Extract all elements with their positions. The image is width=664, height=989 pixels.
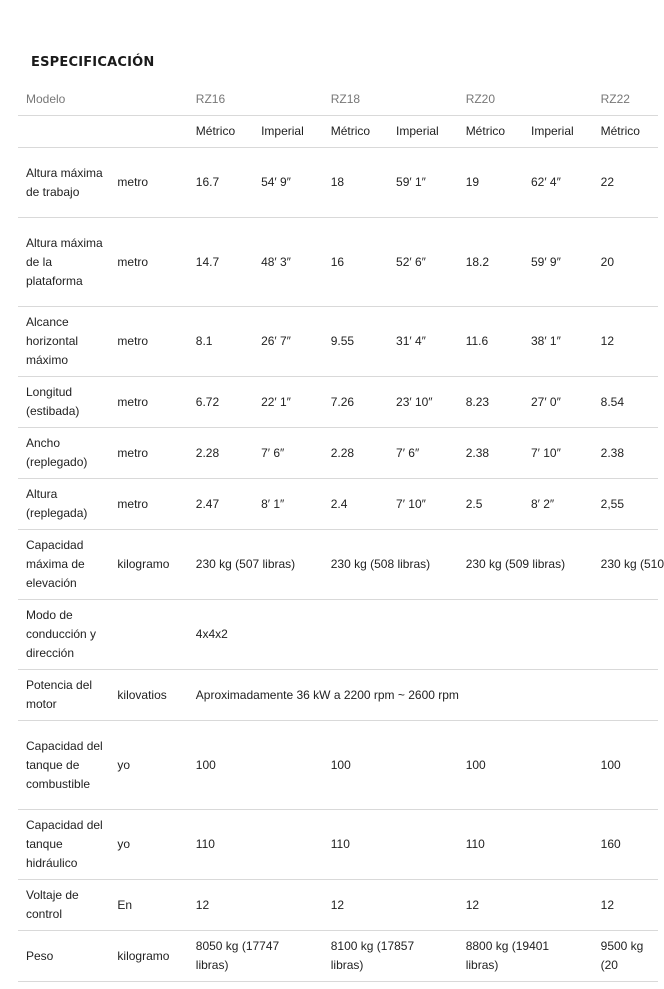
cell-value: 110 bbox=[323, 810, 458, 880]
cell-value: 7′ 10″ bbox=[523, 428, 593, 479]
page-title: ESPECIFICACIÓN bbox=[31, 55, 155, 70]
cell-value: 52′ 6″ bbox=[388, 218, 458, 307]
row-unit: metro bbox=[109, 428, 187, 479]
table-row bbox=[18, 428, 658, 479]
unit-header bbox=[109, 84, 187, 116]
row-unit: kilogramo bbox=[109, 931, 187, 982]
imperial-header: Imperial bbox=[253, 116, 323, 148]
cell-value: 7′ 6″ bbox=[253, 428, 323, 479]
cell-value: 18.2 bbox=[458, 218, 523, 307]
row-unit: kilogramo bbox=[109, 530, 187, 600]
row-label: Altura (replegada) bbox=[18, 479, 109, 530]
cell-value: 7′ 10″ bbox=[388, 479, 458, 530]
cell-value: 7.26 bbox=[323, 377, 388, 428]
table-row bbox=[18, 600, 658, 670]
row-label: Modo de conducción y dirección bbox=[18, 600, 109, 670]
cell-value: 8.23 bbox=[458, 377, 523, 428]
cell-value: 160 bbox=[593, 810, 658, 880]
cell-value: 16.7 bbox=[188, 148, 253, 218]
cell-value: 8′ 1″ bbox=[253, 479, 323, 530]
cell-value: 8.54 bbox=[593, 377, 658, 428]
cell-value: 7′ 6″ bbox=[388, 428, 458, 479]
row-unit: metro bbox=[109, 377, 187, 428]
cell-value: 8′ 2″ bbox=[523, 479, 593, 530]
table-row bbox=[18, 307, 658, 377]
cell-value: 8800 kg (19401 libras) bbox=[458, 931, 593, 982]
cell-value: 12 bbox=[593, 307, 658, 377]
cell-value: 59′ 1″ bbox=[388, 148, 458, 218]
cell-value: 62′ 4″ bbox=[523, 148, 593, 218]
cell-value: 6.72 bbox=[188, 377, 253, 428]
cell-value: 38′ 1″ bbox=[523, 307, 593, 377]
table-row bbox=[18, 148, 658, 218]
cell-value: 9.55 bbox=[323, 307, 388, 377]
cell-value: 8.1 bbox=[188, 307, 253, 377]
cell-value: 2,55 bbox=[593, 479, 658, 530]
cell-value: 2.28 bbox=[323, 428, 388, 479]
spec-table-container[interactable] bbox=[18, 84, 664, 982]
cell-value: 100 bbox=[458, 721, 593, 810]
row-unit: metro bbox=[109, 148, 187, 218]
row-unit: metro bbox=[109, 479, 187, 530]
cell-value: 19 bbox=[458, 148, 523, 218]
metric-header: Métrico bbox=[323, 116, 388, 148]
model-rz18: RZ18 bbox=[323, 84, 458, 116]
cell-value: 54′ 9″ bbox=[253, 148, 323, 218]
cell-value: 27′ 0″ bbox=[523, 377, 593, 428]
row-label: Longitud (estibada) bbox=[18, 377, 109, 428]
metric-header: Métrico bbox=[188, 116, 253, 148]
cell-value: 14.7 bbox=[188, 218, 253, 307]
table-row bbox=[18, 721, 658, 810]
cell-value: 12 bbox=[188, 880, 323, 931]
model-rz20: RZ20 bbox=[458, 84, 593, 116]
cell-value: 2.47 bbox=[188, 479, 253, 530]
cell-value: 230 kg (507 libras) bbox=[188, 530, 323, 600]
cell-value: 2.38 bbox=[458, 428, 523, 479]
unit-system-row bbox=[18, 116, 658, 148]
cell-value: 59′ 9″ bbox=[523, 218, 593, 307]
row-unit: metro bbox=[109, 307, 187, 377]
cell-value: 100 bbox=[188, 721, 323, 810]
row-unit: kilovatios bbox=[109, 670, 187, 721]
cell-value: 2.28 bbox=[188, 428, 253, 479]
table-row bbox=[18, 479, 658, 530]
cell-value: 2.5 bbox=[458, 479, 523, 530]
row-unit bbox=[109, 600, 187, 670]
row-label: Capacidad del tanque de combustible bbox=[18, 721, 109, 810]
cell-value: 100 bbox=[593, 721, 658, 810]
cell-value: 48′ 3″ bbox=[253, 218, 323, 307]
cell-value: 12 bbox=[458, 880, 593, 931]
cell-value: Aproximadamente 36 kW a 2200 rpm ~ 2600 rpm bbox=[188, 670, 658, 721]
row-unit: yo bbox=[109, 810, 187, 880]
row-unit: metro bbox=[109, 218, 187, 307]
table-row bbox=[18, 218, 658, 307]
cell-value: 11.6 bbox=[458, 307, 523, 377]
table-row bbox=[18, 810, 658, 880]
cell-value: 230 kg (508 libras) bbox=[323, 530, 458, 600]
row-label: Capacidad máxima de elevación bbox=[18, 530, 109, 600]
cell-value: 110 bbox=[188, 810, 323, 880]
cell-value: 9500 kg (20 bbox=[593, 931, 658, 982]
table-row bbox=[18, 670, 658, 721]
cell-value: 23′ 10″ bbox=[388, 377, 458, 428]
row-label: Peso bbox=[18, 931, 109, 982]
metric-header: Métrico bbox=[593, 116, 658, 148]
spec-table bbox=[18, 84, 664, 982]
cell-value: 8100 kg (17857 libras) bbox=[323, 931, 458, 982]
table-row bbox=[18, 530, 658, 600]
row-unit: yo bbox=[109, 721, 187, 810]
cell-value: 4x4x2 bbox=[188, 600, 658, 670]
imperial-header: Imperial bbox=[388, 116, 458, 148]
row-unit: En bbox=[109, 880, 187, 931]
cell-value: 12 bbox=[323, 880, 458, 931]
row-label: Voltaje de control bbox=[18, 880, 109, 931]
table-row bbox=[18, 377, 658, 428]
cell-value: 2.38 bbox=[593, 428, 658, 479]
model-rz16: RZ16 bbox=[188, 84, 323, 116]
cell-value: 110 bbox=[458, 810, 593, 880]
cell-value: 16 bbox=[323, 218, 388, 307]
cell-value: 20 bbox=[593, 218, 658, 307]
row-label: Ancho (replegado) bbox=[18, 428, 109, 479]
cell-value: 18 bbox=[323, 148, 388, 218]
model-label: Modelo bbox=[18, 84, 109, 116]
cell-value: 2.4 bbox=[323, 479, 388, 530]
metric-header: Métrico bbox=[458, 116, 523, 148]
cell-value: 22′ 1″ bbox=[253, 377, 323, 428]
cell-value: 26′ 7″ bbox=[253, 307, 323, 377]
row-label: Capacidad del tanque hidráulico bbox=[18, 810, 109, 880]
cell-value: 230 kg (509 libras) bbox=[458, 530, 593, 600]
cell-value: 12 bbox=[593, 880, 658, 931]
model-header-row bbox=[18, 84, 658, 116]
model-rz22: RZ22 bbox=[593, 84, 658, 116]
cell-value: 22 bbox=[593, 148, 658, 218]
row-label: Alcance horizontal máximo bbox=[18, 307, 109, 377]
row-label: Altura máxima de la plataforma bbox=[18, 218, 109, 307]
cell-value: 230 kg (510 bbox=[593, 530, 658, 600]
table-row bbox=[18, 931, 658, 982]
cell-value: 100 bbox=[323, 721, 458, 810]
row-label: Potencia del motor bbox=[18, 670, 109, 721]
imperial-header: Imperial bbox=[523, 116, 593, 148]
cell-value: 31′ 4″ bbox=[388, 307, 458, 377]
table-row bbox=[18, 880, 658, 931]
row-label: Altura máxima de trabajo bbox=[18, 148, 109, 218]
cell-value: 8050 kg (17747 libras) bbox=[188, 931, 323, 982]
